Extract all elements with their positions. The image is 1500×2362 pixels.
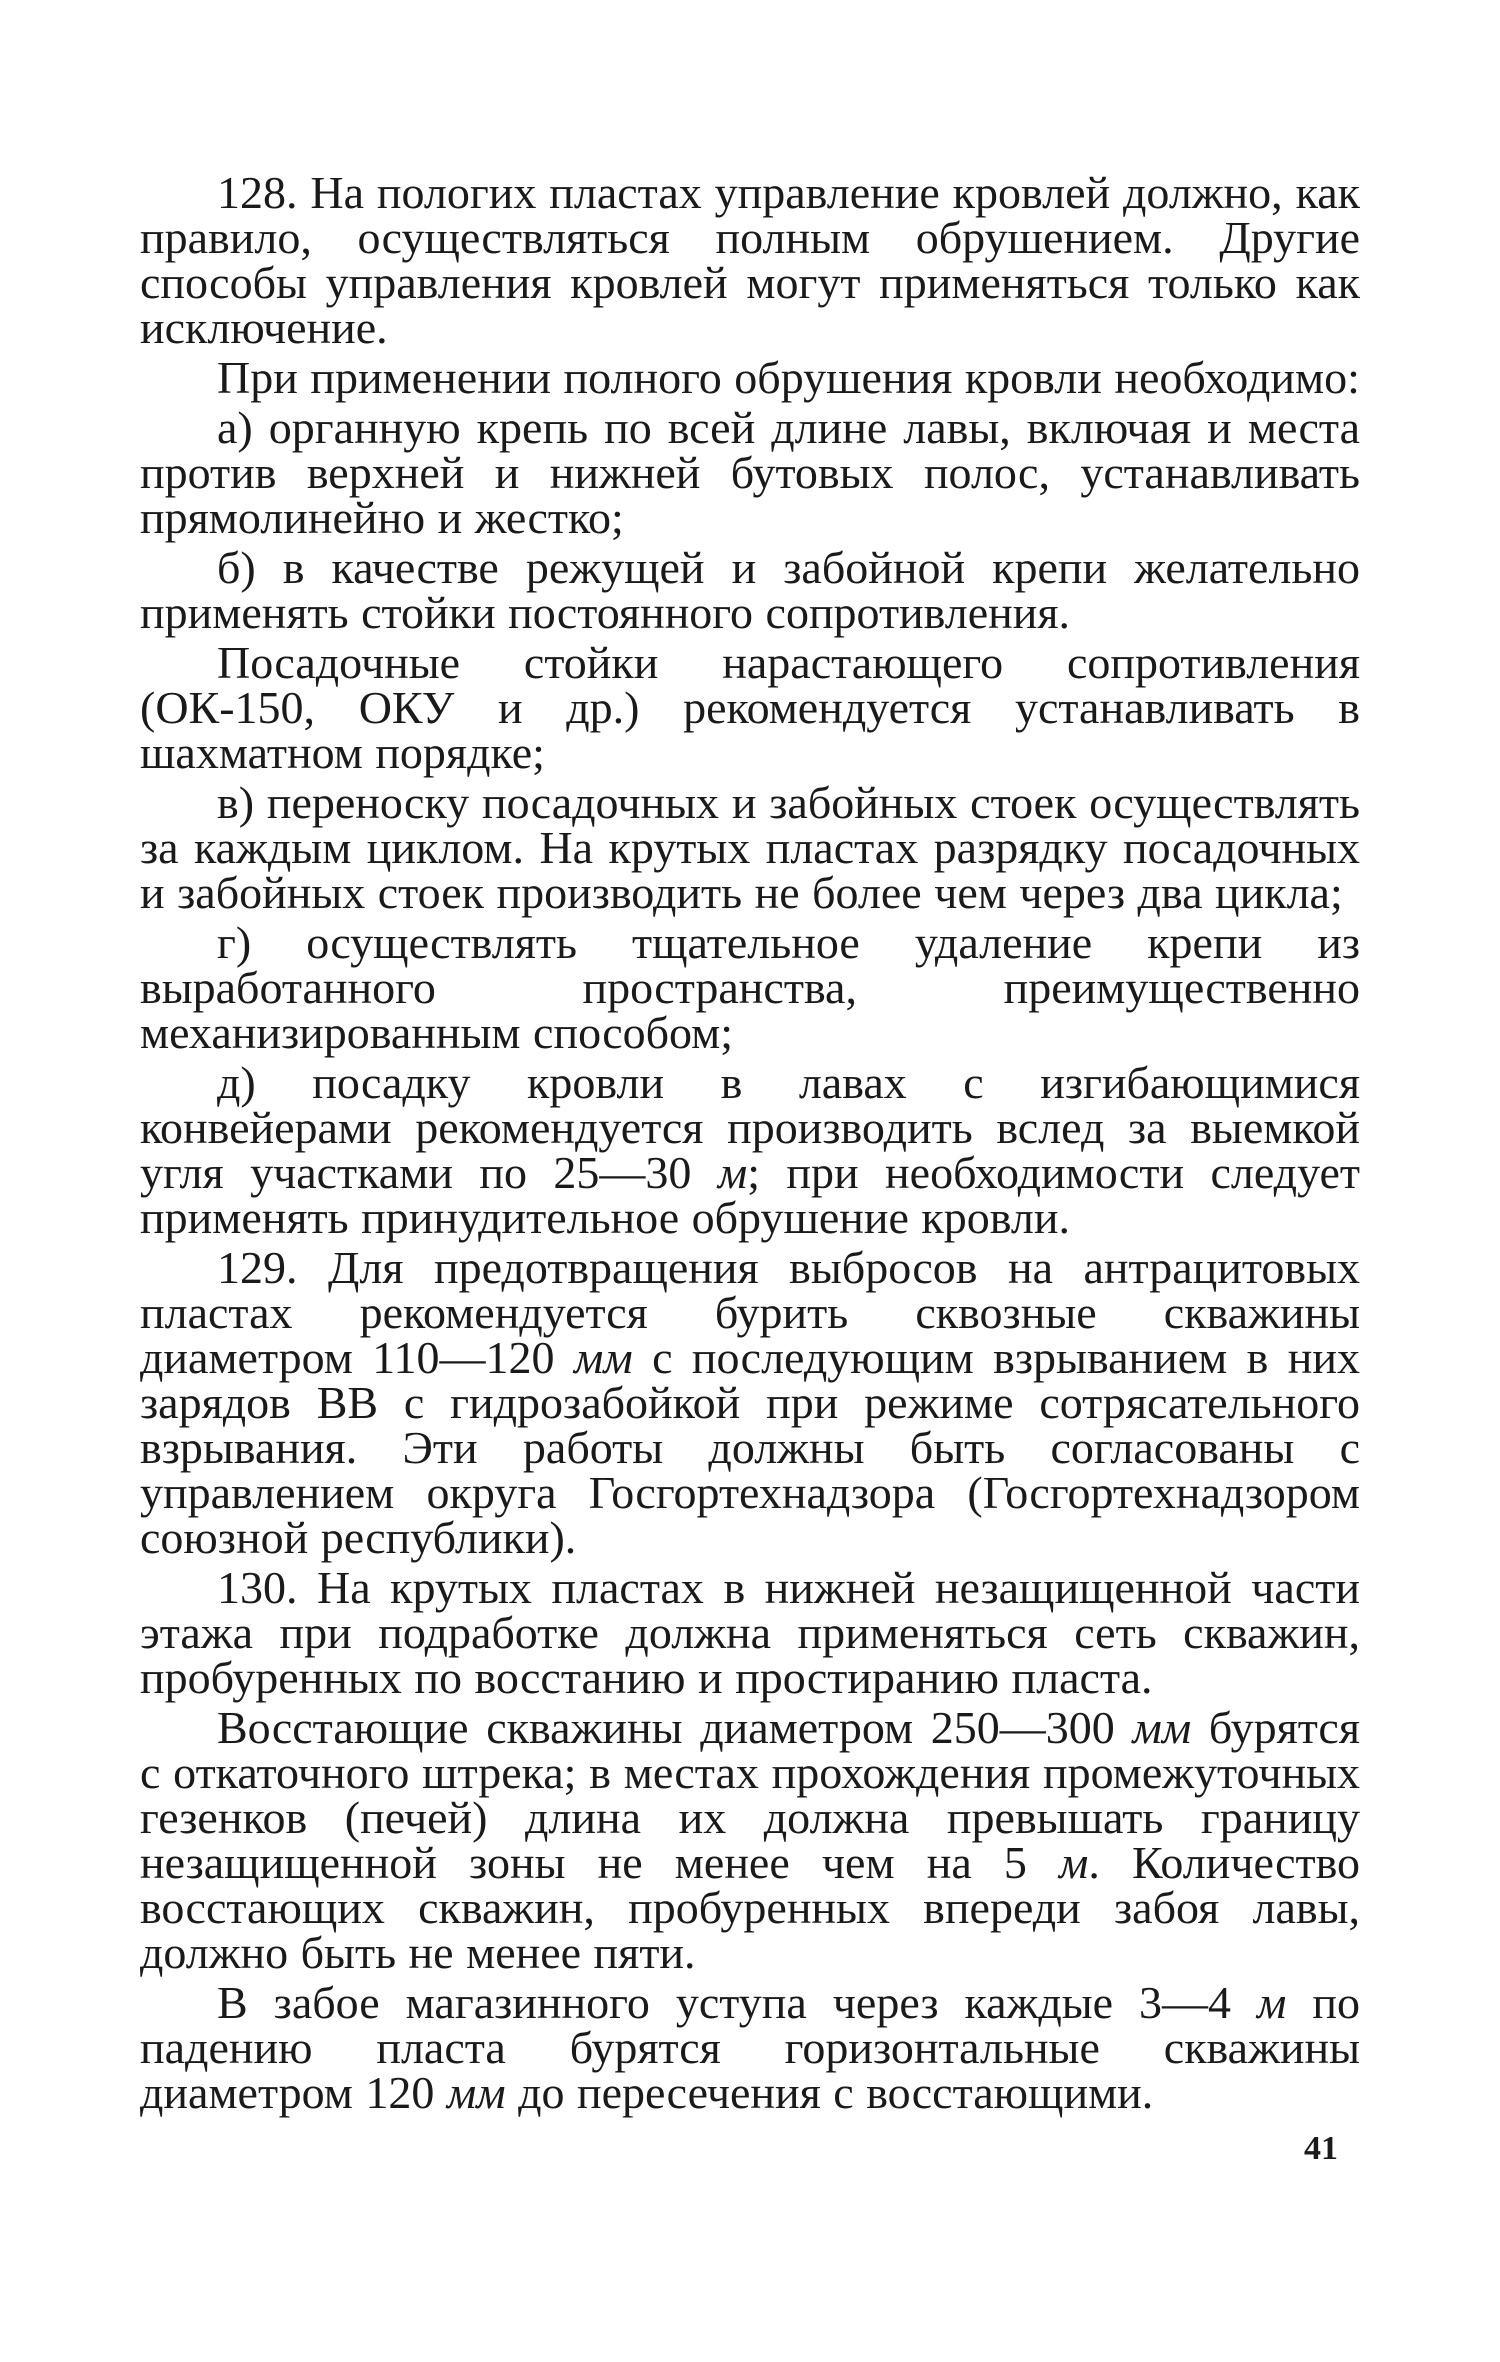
paragraph-12 — [140, 1977, 1360, 2118]
paragraph-text: В забое магазинного уступа через каждые 3—4 — [217, 1977, 1258, 2028]
paragraph-text: 130. На крутых пластах в нижней незащищенной части этажа при подработке должна применяться сеть скважин, пробуренных по восстанию и простиранию пласта. — [140, 1562, 1360, 1703]
page-number: 41 — [1304, 2130, 1338, 2167]
paragraph-text: бурятся с откаточного штрека; в местах прохождения промежуточных гезенков (печей) длина их должна превышать границу незащищенной зоны не менее чем на 5 — [140, 1702, 1360, 1888]
unit-text: мм — [1132, 1702, 1192, 1753]
paragraph-9 — [140, 1242, 1361, 1563]
paragraph-text: до пересечения с восстающими. — [505, 2067, 1154, 2118]
paragraph-text: по падению пласта бурятся горизонтальные скважины диаметром 120 — [140, 1977, 1360, 2118]
paragraph-8 — [140, 1057, 1360, 1243]
paragraph-text: г) осуществлять тщательное удаление крепи из выработанного пространства, преимущественно механизированным способом; — [140, 917, 1360, 1058]
paragraph-text: б) в качестве режущей и забойной крепи желательно применять стойки постоянного сопротивления. — [140, 542, 1360, 638]
paragraph-text: Восстающие скважины диаметром 250—300 — [217, 1702, 1133, 1753]
page-body — [140, 167, 1361, 2310]
paragraph-2 — [140, 352, 1360, 403]
paragraph-7 — [140, 917, 1360, 1058]
paragraph-10 — [140, 1562, 1360, 1703]
paragraph-text: 129. Для предотвращения выбросов на антрацитовых пластах рекомендуется бурить сквозные скважины диаметром 110—120 — [140, 1242, 1360, 1383]
paragraph-text: в) переноску посадочных и забойных стоек осуществлять за каждым циклом. На крутых пластах разрядку посадочных и забойных стоек производить не более чем через два цикла; — [140, 777, 1360, 918]
paragraph-11 — [140, 1702, 1360, 1978]
paragraph-text: При применении полного обрушения кровли необходимо: — [217, 352, 1360, 403]
paragraph-text: с последующим взрыванием в них зарядов ВВ с гидрозабойкой при режиме сотрясательного взрывания. Эти работы должны быть согласованы с управлением округа Госгортехнадзора (Госгортехнадзором союзной республики). — [140, 1332, 1361, 1563]
paragraph-text: а) органную крепь по всей длине лавы, включая и места против верхней и нижней бутовых полос, устанавливать прямолинейно и жестко; — [140, 402, 1360, 543]
paragraph-5 — [140, 637, 1360, 778]
paragraph-text: д) посадку кровли в лавах с изгибающимися конвейерами рекомендуется производить вслед за выемкой угля участками по 25—30 — [140, 1057, 1360, 1198]
paragraph-text: ; при необходимости следует применять принудительное обрушение кровли. — [140, 1147, 1360, 1243]
paragraph-text: 128. На пологих пластах управление кровлей должно, как правило, осуществляться полным обрушением. Другие способы управления кровлей могут применяться только как исключение. — [140, 167, 1360, 353]
paragraph-text: Посадочные стойки нарастающего сопротивления (ОК-150, ОКУ и др.) рекомендуется устанавливать в шахматном порядке; — [140, 637, 1360, 778]
paragraph-3 — [140, 402, 1360, 543]
unit-text: мм — [446, 2067, 506, 2118]
unit-text: м — [1257, 1977, 1287, 2028]
paragraph-text: . Количество восстающих скважин, пробуренных впереди забоя лавы, должно быть не менее пяти. — [140, 1837, 1360, 1978]
paragraph-1 — [140, 167, 1360, 353]
unit-text: м — [717, 1147, 748, 1198]
paragraph-4 — [140, 542, 1360, 638]
unit-text: мм — [573, 1332, 633, 1383]
unit-text: м — [1059, 1837, 1089, 1888]
paragraph-6 — [140, 777, 1360, 918]
